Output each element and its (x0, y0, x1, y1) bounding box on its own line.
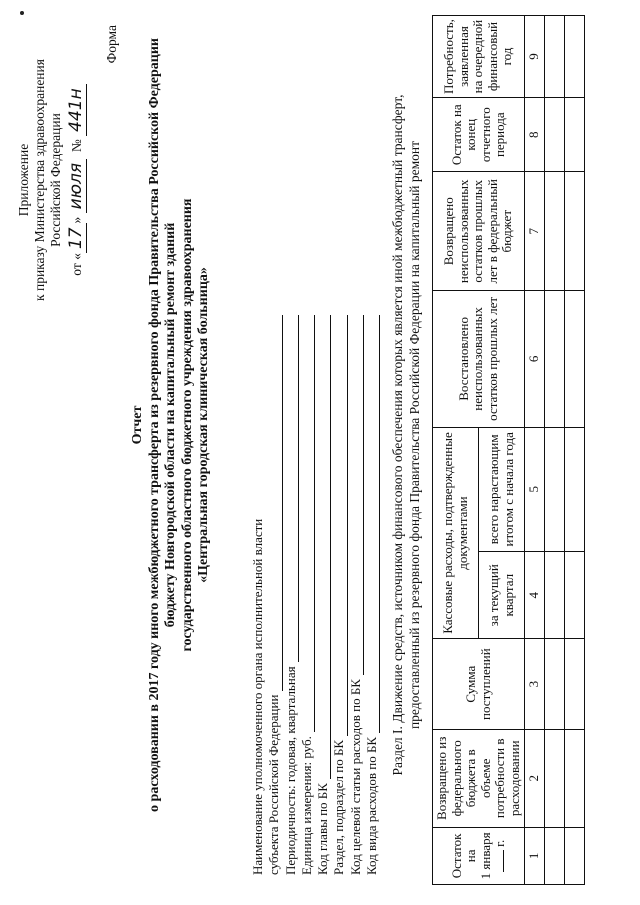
report-title-word: Отчет (130, 405, 145, 445)
scan-speck (20, 11, 24, 15)
col-number: 2 (525, 729, 545, 827)
handwritten-day: 17 (66, 223, 87, 253)
col-header-restored: Восстановлено неиспользованных остатков прошлых лет (433, 291, 525, 427)
section-heading-line2: предоставленный из резервного фонда Правительства Российской Федерации на капитальный ремонт (406, 140, 422, 730)
appendix-federation: Российской Федерации (48, 113, 63, 247)
col-header-returned-to-budget: Возвращено неиспользованных остатков прошлых лет в федеральный бюджет (433, 172, 525, 291)
col-header-opening-balance: Остаток на 1 января г. (433, 827, 525, 884)
section-heading (390, 25, 423, 845)
date-mid: » (69, 216, 84, 224)
fill-line (351, 315, 364, 675)
meta-authority-label2: субъекта Российской Федерации (266, 694, 282, 875)
report-title-line2: бюджету Новгородской области на капитальный ремонт зданий (163, 222, 178, 628)
col-number: 3 (525, 639, 545, 729)
col-header-returned-from-budget: Возвращено из федерального бюджета в объеме потребности в расходовании (433, 729, 525, 827)
appendix-label: Приложение (16, 143, 31, 217)
col-number: 5 (525, 427, 545, 551)
date-prefix: от « (69, 253, 84, 276)
table-header-row (433, 16, 479, 885)
fill-line (367, 315, 380, 733)
meta-unit: Единица измерения: руб. (298, 736, 314, 875)
fill-line (270, 315, 283, 691)
table-row (564, 16, 584, 885)
col-header-year-to-date: всего нарастающим итогом с начала года (479, 427, 525, 551)
fill-line (302, 315, 315, 732)
table-number-row (525, 16, 545, 885)
col-header-cash-expenses: Кассовые расходы, подтвержденные документами (433, 427, 479, 639)
meta-expense-code: Код вида расходов по БК (364, 736, 380, 875)
col-header-receipts: Сумма поступлений (433, 639, 525, 729)
appendix-header (16, 15, 64, 345)
col-header-closing-balance: Остаток на конец отчетного периода (433, 98, 525, 172)
col-number: 9 (525, 16, 545, 98)
fill-line (335, 315, 348, 736)
report-meta (250, 315, 380, 875)
meta-authority-label1: Наименование уполномоченного органа исполнительной власти (250, 518, 265, 875)
report-title-line3: государственного областного бюджетного учреждения здравоохранения (179, 198, 195, 652)
col-number: 8 (525, 98, 545, 172)
meta-periodicity: Периодичность: годовая, квартальная (282, 666, 298, 875)
report-title (130, 35, 213, 815)
meta-target-code: Код целевой статьи расходов по БК (347, 679, 363, 875)
handwritten-month: июля (66, 159, 87, 213)
meta-chapter-code: Код главы по БК (315, 783, 331, 875)
table-row (544, 16, 564, 885)
movement-table (432, 15, 585, 885)
order-date-line (66, 15, 86, 345)
report-title-line4: «Центральная городская клиническая больница» (196, 267, 211, 583)
handwritten-number: 441н (66, 84, 87, 136)
meta-authority (250, 315, 266, 875)
report-title-line1: о расходовании в 2017 году иного межбюджетного трансферта из резервного фонда Правительства Российской Федерации (146, 38, 162, 812)
col-header-current-quarter: за текущий квартал (479, 551, 525, 638)
col-number: 4 (525, 551, 545, 638)
year-blank (493, 850, 504, 872)
form-label: Форма (104, 25, 119, 64)
appendix-order-ref: к приказу Министерства здравоохранения (32, 59, 47, 301)
col-number: 7 (525, 172, 545, 291)
fill-line (318, 315, 331, 779)
fill-line (286, 315, 299, 662)
col-number: 6 (525, 291, 545, 427)
section-heading-line1: Раздел I. Движение средств, источником финансового обеспечения которых является иной межбюджетный трансферт, (390, 94, 405, 776)
col-header-demand: Потребность, заявленная на очередной финансовый год (433, 16, 525, 98)
meta-section-code: Раздел, подраздел по БК (331, 739, 347, 875)
col-number: 1 (525, 827, 545, 884)
number-prefix: № (69, 139, 84, 153)
